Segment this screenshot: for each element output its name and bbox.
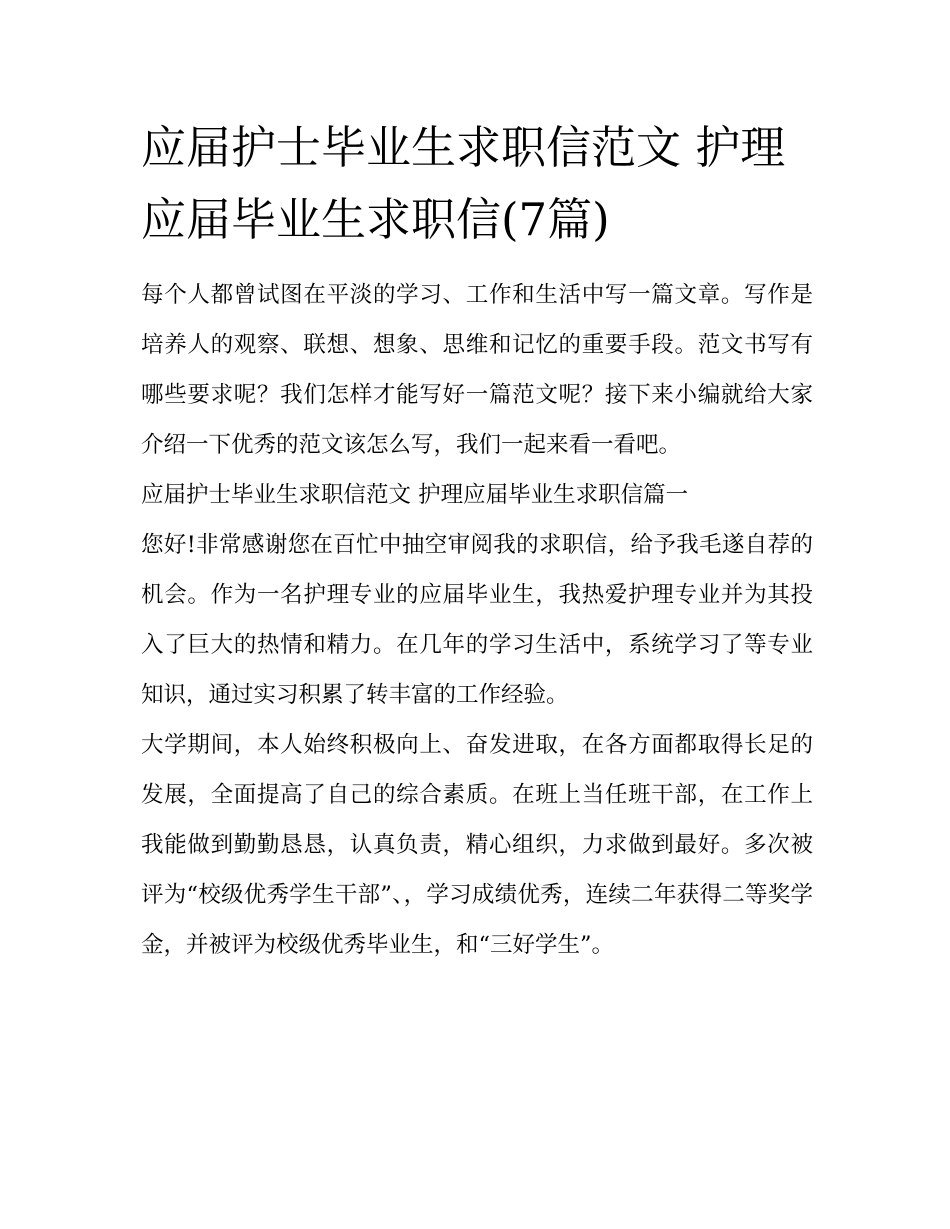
document-title: 应届护士毕业生求职信范文 护理应届毕业生求职信(7篇) — [141, 121, 786, 246]
intro-paragraph: 每个人都曾试图在平淡的学习、工作和生活中写一篇文章。写作是培养人的观察、联想、想象、思维和记忆的重要手段。范文书写有哪些要求呢？我们怎样才能写好一篇范文呢？接下来小编就给大家介绍一下优秀的范文该怎么写，我们一起来看一看吧。 — [141, 282, 813, 458]
document-body — [141, 112, 813, 970]
body-paragraph-1: 您好!非常感谢您在百忙中抽空审阅我的求职信，给予我毛遂自荐的机会。作为一名护理专业的应届毕业生，我热爱护理专业并为其投入了巨大的热情和精力。在几年的学习生活中，系统学习了等专业知识，通过实习积累了转丰富的工作经验。 — [141, 532, 813, 708]
body-paragraph-2: 大学期间，本人始终积极向上、奋发进取，在各方面都取得长足的发展，全面提高了自己的综合素质。在班上当任班干部，在工作上我能做到勤勤恳恳，认真负责，精心组织，力求做到最好。多次被评为“校级优秀学生干部”、，学习成绩优秀，连续二年获得二等奖学金，并被评为校级优秀毕业生，和“三好学生”。 — [141, 732, 813, 958]
section-heading: 应届护士毕业生求职信范文 护理应届毕业生求职信篇一 — [141, 482, 689, 508]
